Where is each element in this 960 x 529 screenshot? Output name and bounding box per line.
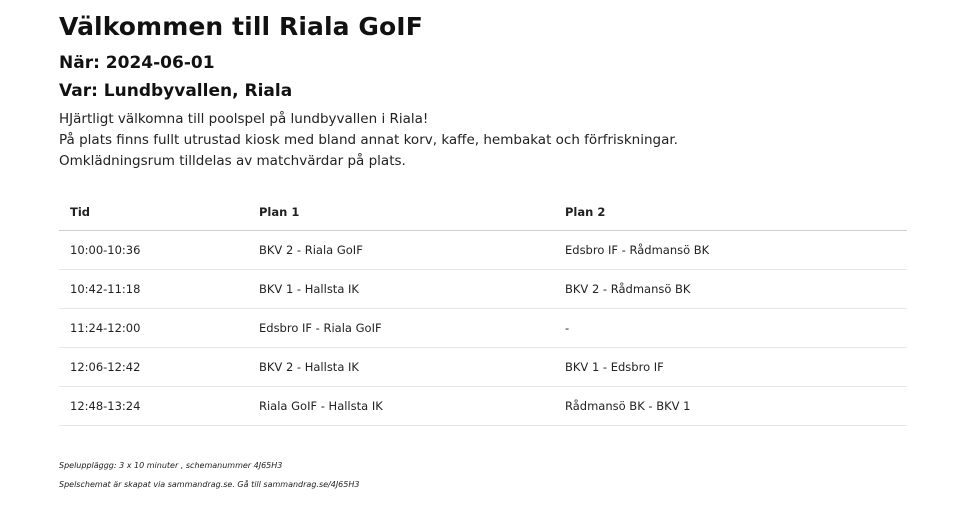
cell-plan1: BKV 1 - Hallsta IK: [248, 270, 554, 309]
footer-source: Spelschemat är skapat via sammandrag.se. Gå till sammandrag.se/4J65H3: [59, 480, 360, 489]
cell-time: 11:24-12:00: [59, 309, 248, 348]
table-row: [59, 309, 907, 348]
table-row: [59, 231, 907, 270]
intro-line: Omklädningsrum tilldelas av matchvärdar på plats.: [59, 153, 406, 169]
cell-plan2: Edsbro IF - Rådmansö BK: [554, 231, 907, 270]
event-location: Var: Lundbyvallen, Riala: [59, 81, 293, 101]
intro-text: [59, 109, 906, 172]
cell-plan2: -: [554, 309, 907, 348]
cell-plan1: Edsbro IF - Riala GoIF: [248, 309, 554, 348]
cell-time: 10:00-10:36: [59, 231, 248, 270]
cell-plan2: BKV 1 - Edsbro IF: [554, 348, 907, 387]
table-row: [59, 348, 907, 387]
intro-line: På plats finns fullt utrustad kiosk med bland annat korv, kaffe, hembakat och förfriskningar.: [59, 132, 678, 148]
cell-plan1: BKV 2 - Riala GoIF: [248, 231, 554, 270]
cell-plan1: Riala GoIF - Hallsta IK: [248, 387, 554, 426]
schedule-table: [59, 194, 907, 426]
column-header-plan1: Plan 1: [248, 194, 554, 231]
page-title: Välkommen till Riala GoIF: [59, 12, 423, 41]
cell-time: 10:42-11:18: [59, 270, 248, 309]
cell-time: 12:48-13:24: [59, 387, 248, 426]
event-date: När: 2024-06-01: [59, 53, 215, 73]
cell-time: 12:06-12:42: [59, 348, 248, 387]
footer-game-format: Speluppläggg: 3 x 10 minuter , schemanummer 4J65H3: [59, 461, 283, 470]
column-header-time: Tid: [59, 194, 248, 231]
intro-line: HJärtligt välkomna till poolspel på lundbyvallen i Riala!: [59, 111, 429, 127]
column-header-plan2: Plan 2: [554, 194, 907, 231]
table-row: [59, 387, 907, 426]
cell-plan2: Rådmansö BK - BKV 1: [554, 387, 907, 426]
cell-plan2: BKV 2 - Rådmansö BK: [554, 270, 907, 309]
table-header-row: [59, 194, 907, 231]
cell-plan1: BKV 2 - Hallsta IK: [248, 348, 554, 387]
footer-notes: [59, 456, 906, 494]
table-row: [59, 270, 907, 309]
